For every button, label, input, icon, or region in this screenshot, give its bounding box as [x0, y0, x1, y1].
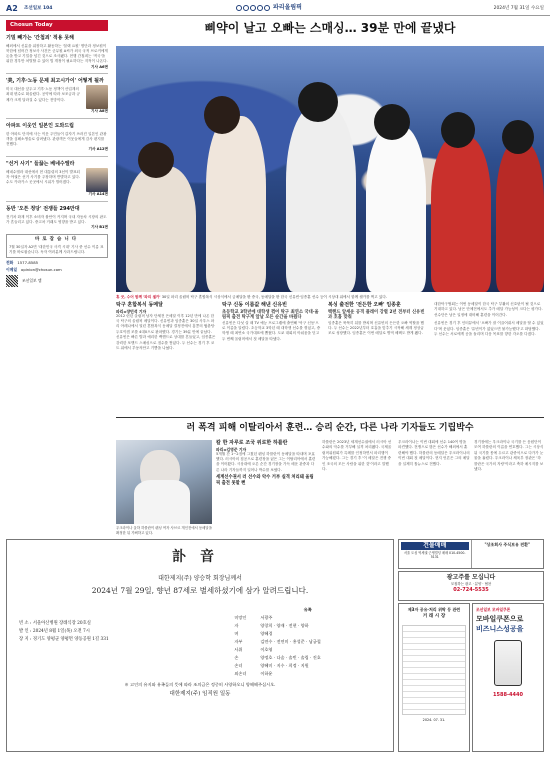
story-body: 대한탁구협회는 이번 동메달이 한국 탁구 부활의 신호탄이 될 것으로 기대하고 있다. 남은 단체전에서도 추가 메달 가능성이 크다는 평가다. 선수단은 남은 일정에 대비해 훈련을 이어간다. [434, 302, 543, 317]
obituary-info: 빈 소 : 서울아산병원 장례식장 20호실 발 인 : 2024년 8월 1일(목) 오전 7시 장 지 : 경기도 양평군 양평면 양동공원 1길 331 [19, 621, 109, 643]
story-body: 임종훈은 묵묵히 뒤를 받치며 신유빈의 든든한 오빠 역할을 했다. 두 선수는 2022년부터 호흡을 맞추기 시작해 세계 정상급 조로 성장했다. 임종훈은 이번 메달로 병역 혜택도 받게 됐다. [328, 320, 424, 336]
page-number: A2 [6, 4, 18, 13]
story-body: 신유빈은 경기 후 인터뷰에서 '오빠가 잘 이끌어줘서 메달을 딸 수 있었다'며 웃었다. 임종훈은 '유빈이가 없었으면 불가능했다'고 화답했다. 두 선수는 서로에게 공을 돌리며 다음 목표를 향한 각오를 다졌다. [434, 321, 544, 336]
fencer-figure [134, 480, 190, 524]
brief-ref: 기사 A6면 [91, 64, 108, 69]
obituary-family: 유족 미망인 서광주 자 양창희 · 양재 · 전현 · 양하 며 양혜경 자부 김연수 · 전연미 · 홍성준 · 남궁철 사위 이호영 손 양정호 · 다솜 · 솔빈 · 솔림 · 진호 손녀 양혜미 · 지수 · 희정 · 지원 외손녀 이하윤 [234, 607, 321, 676]
brief-item[interactable] [6, 123, 108, 152]
photo-caption [116, 295, 544, 300]
app-qr[interactable]: 조선일보 앱 [6, 275, 108, 287]
correction-box [6, 234, 108, 258]
brief-title: '美, 기후·노동 문제 최고시가이' 어떻게 될까 [6, 78, 104, 85]
main-headline[interactable]: 삐약이 날고 오빠는 스매싱… 39분 만에 끝냈다 [204, 21, 456, 35]
brief-item[interactable] [6, 35, 108, 69]
notice-ad: 제3자 공유·처리 위탁 등 관련 거 래 시 장 2024. 07. 31. [398, 603, 470, 752]
brief-ref: 기사 B1면 [91, 224, 108, 229]
brief-title: "선거 사기" 들끓는 베네수엘라 [6, 161, 75, 168]
contact-phone[interactable]: 전화 1577-8585 [6, 260, 39, 266]
brief-body: 베네수엘라 대선에서 현 대통령의 3선이 발표되자 야권은 선거 사기를 주장하며 반발하고 있다. 수도 카라카스 곳곳에서 시위가 벌어졌다. [6, 169, 80, 185]
story-3[interactable] [328, 302, 428, 337]
player-figure [286, 106, 356, 292]
obituary-ad [6, 539, 394, 752]
caption-tag: 휴 굿, 수어 함께 '파리 셀카' [116, 295, 161, 299]
story-subhead: 초등학교 3학년에 대학생 꺾어 탁구 최연소 국대·올림픽 출전 탁구계 앞날 모든 순간을 바꿨다 [222, 309, 319, 321]
story-fencer[interactable] [216, 440, 316, 486]
story-body: 2012 런던 올림픽 남자 단체전 은메달 이후 12년 만에 나온 한국 탁구의 올림픽 메달이다. 신유빈과 임종훈은 30일 사우스 파리 아레나에서 열린 혼합복식 동메달 결정전에서 홍콩의 웡춘팅·두호이켐 조를 4대0으로 완파했다. 경기는 39분 만에 끝났다. 신유빈은 빠른 발과 예리한 백핸드로 상대를 흔들었고, 임종훈은 강력한 포핸드 스매싱으로 점수를 쌓았다. 두 선수는 경기 후 코트 위에서 부둥켜안고 기쁨을 나눴다. [116, 313, 216, 350]
player-figure [138, 142, 174, 178]
fencer-caption: 우크라이나 올하 하를란이 펜싱 여자 사브르 개인전에서 동메달을 확정한 뒤 기뻐하고 있다. [116, 526, 212, 535]
left-column [6, 20, 108, 287]
brief-body: 전기차 화재 이후 소비자 불안이 커지며 국내 자동차 시장의 판도가 흔들리고 있다. 중고차 거래도 영향을 받고 있다. [6, 214, 107, 224]
brief-ref: 기사 A12면 [88, 147, 108, 152]
brief-body: 해외에서 신분을 위장하고 활동하는 '블랙 요원' 명단과 정보원이 북한에 넘어간 정보사 사건은 군무원 A씨가 외국 국적 브로커에게 돈을 받고 기밀을 넘긴 것으로 조사됐다. 현행 간첩죄는 '적국'을 위한 경우만 처벌할 수 있어 법 개정이 필요하다는 지적이 나온다. [6, 43, 108, 64]
brief-item[interactable] [6, 161, 108, 197]
section2-headline[interactable]: 러 폭격 피해 이탈리아서 훈련… 승리 순간, 다른 나라 기자들도 기립박수 [116, 417, 544, 434]
story-body: 5개월 간 1~2점에 그쳤던 펜싱 하를란이 동메달을 따내며 포효했다. 러시아의 침공으로 훈련장을 잃은 그는 이탈리아에서 훈련을 이어왔다. 시상대에 오른 순간 경기장을 가득 메운 관중과 다른 나라 기자들까지 일어나 박수를 보냈다. [216, 451, 316, 472]
contact-email[interactable]: 이메일 opinion@chosun.com [6, 267, 62, 273]
today-banner: Chosun Today [6, 20, 108, 31]
qr-code-icon [6, 275, 18, 287]
obituary-title: 訃音 [172, 549, 228, 565]
story-reporter: 파리=김영준 기자 [216, 446, 247, 452]
ad-row-top [398, 539, 544, 569]
brief-title: 기밀 빼가는 '간첩죄' 적용 못해 [6, 35, 74, 41]
pension-ad[interactable]: "상조회사 주식보유 전환" [484, 542, 531, 547]
brief-body: 미국 대선을 앞두고 기후·노동 정책이 산업계의 최대 변수로 떠올랐다. 공약에 따라 보조금과 규제가 크게 달라질 수 있다는 전망이다. [6, 87, 80, 102]
main-photo [116, 46, 544, 292]
player-figure [366, 126, 426, 292]
story-subhead: 백핸드 앞세운 공격 플레이 강렬 2년 전부터 신유빈과 호흡 맞춰 [328, 309, 425, 321]
olympic-rings-icon [236, 5, 270, 11]
story-body: 하를란은 2023년 세계선수권에서 러시아 선수와의 악수를 거부해 실격 처리됐다. 국제올림픽위원회가 특례를 인정하면서 파리행이 가능해졌다. 그는 경기 후 '이 메달은 전쟁 중인 조국의 모든 사람을 위한 것'이라고 말했다. [322, 440, 392, 471]
section-title [236, 4, 302, 12]
brief-title: 동반 '오픈 정당' 전쟁들 294만대 [6, 205, 80, 212]
brief-photo [86, 168, 108, 192]
player-figure [431, 136, 491, 292]
mobile-coupon-ad[interactable]: 조선일보 모바일쿠폰 모바일쿠폰으로 비즈니스성공을 1588-4440 [472, 603, 544, 752]
obituary-note: ※ 고인의 유지와 유족들의 뜻에 따라 조의금은 정중히 사양하오니 양해해주십시오. [124, 681, 276, 687]
player-figure [298, 82, 338, 122]
story-fencer-4[interactable] [474, 440, 544, 472]
story-1[interactable] [116, 302, 216, 351]
player-figure [206, 116, 266, 292]
story-subhead: 세계선수권서 러 선수와 악수 거부 실격 처리돼 올림픽 출전 못할 뻔 [216, 475, 314, 486]
brief-body: 한 아파트 단지에 사는 이웃 주민들이 갑자기 쓰러진 일본인 관광객을 심폐소생술로 살려냈다. 관광객은 이웃들에게 감사 편지를 전했다. [6, 131, 107, 147]
player-figure [374, 104, 410, 140]
brief-item[interactable] [6, 78, 108, 114]
obituary-line2: 2024년 7월 29일, 향년 87세로 별세하셨기에 삼가 알려드립니다. [91, 585, 309, 595]
fencer-photo [116, 440, 212, 524]
advertiser-ad[interactable]: 광고주를 모십니다 모집하는 광고 · 분양 · 협찬 02-724-5535 [398, 571, 544, 601]
publication-name: 조선일보 104 [24, 6, 53, 11]
brief-title: 아파트 이웃인 일본인 도와드립 [6, 123, 75, 129]
correction-body: 7월 30일자 A2면 '대한민국 사격 시대' 기사 중 선수 이름 표기를 바로잡습니다. 독자 여러분께 사과드립니다. [9, 244, 104, 255]
obituary-sign: 대한제지(주) 임직원 일동 [169, 690, 231, 697]
correction-title: 바로잡습니다 [34, 236, 80, 242]
story-4[interactable] [434, 302, 544, 337]
player-figure [126, 166, 196, 292]
player-figure [441, 112, 475, 148]
brief-ref: 기사 A14면 [88, 191, 108, 196]
story-title: 칼 한 자루로 조국 위로한 하를란 [216, 440, 288, 446]
brief-item[interactable] [6, 206, 108, 230]
story-title: 복싱 출전한 '전든한 오빠' 임종훈 [328, 302, 401, 308]
story-body: 우크라이나는 이번 대회에 선수 140여 명을 파견했다. 전쟁으로 많은 선수가 해외에서 훈련해야 했다. 하를란의 동메달은 우크라이나의 이번 대회 첫 메달이다. 현지 언론은 그의 메달을 일제히 톱뉴스로 전했다. [398, 440, 470, 466]
story-fencer-2[interactable] [322, 440, 392, 472]
story-body: 경기장에는 우크라이나 국기를 든 응원단이 모여 하를란의 이름을 연호했다. 그는 시상식 뒤 국기를 몸에 두르고 관중석으로 다가가 눈물을 흘렸다. 우크라이나 체육부 장관은 '하를란은 국가의 자랑'이라고 축하 메시지를 보냈다. [474, 440, 544, 471]
player-figure [204, 96, 240, 134]
brief-photo [86, 85, 108, 109]
obituary-line1: 대한제지(주) 양승학 회장님께서 [158, 574, 242, 582]
story-body: 신유빈은 다섯 살 때 TV 예능 프로그램에 출연해 '탁구 신동'으로 이름을 알렸다. 초등학교 3학년 때 대학생 선수를 꺾었고, 중학생 때 최연소 국가대표에 뽑혔다. 도쿄 대회의 아쉬움을 딛고 두 번째 올림픽에서 첫 메달을 따냈다. [222, 320, 321, 341]
story-2[interactable] [222, 302, 322, 342]
brief-ref: 기사 A8면 [91, 109, 108, 114]
story-title: 탁구 신동 이름값 해낸 신유빈 [222, 302, 287, 308]
section-label: 파리올림픽 [273, 4, 302, 11]
story-reporter: 파리=장민석 기자 [116, 308, 147, 314]
notice-table [402, 625, 466, 715]
caption-text: 30일 파리 올림픽 탁구 혼합복식 시상식에서 금메달을 딴 중국, 동메달을 딴 한국 신유빈·임종훈 선수 등이 시상대 위에서 함께 셀카를 찍고 있다. [161, 295, 387, 299]
story-title: 탁구 혼합복식 동메달 [116, 302, 163, 308]
realty-ad[interactable]: 건물매매 서울 도심 역세권 근생빌딩 매매 010-4500-5131 [399, 540, 472, 568]
page-header [0, 0, 550, 16]
player-figure [502, 120, 534, 154]
phone-icon [494, 640, 522, 686]
story-fencer-3[interactable] [398, 440, 470, 467]
player-figure [496, 142, 544, 292]
issue-date: 2024년 7월 31일 수요일 [493, 6, 544, 11]
